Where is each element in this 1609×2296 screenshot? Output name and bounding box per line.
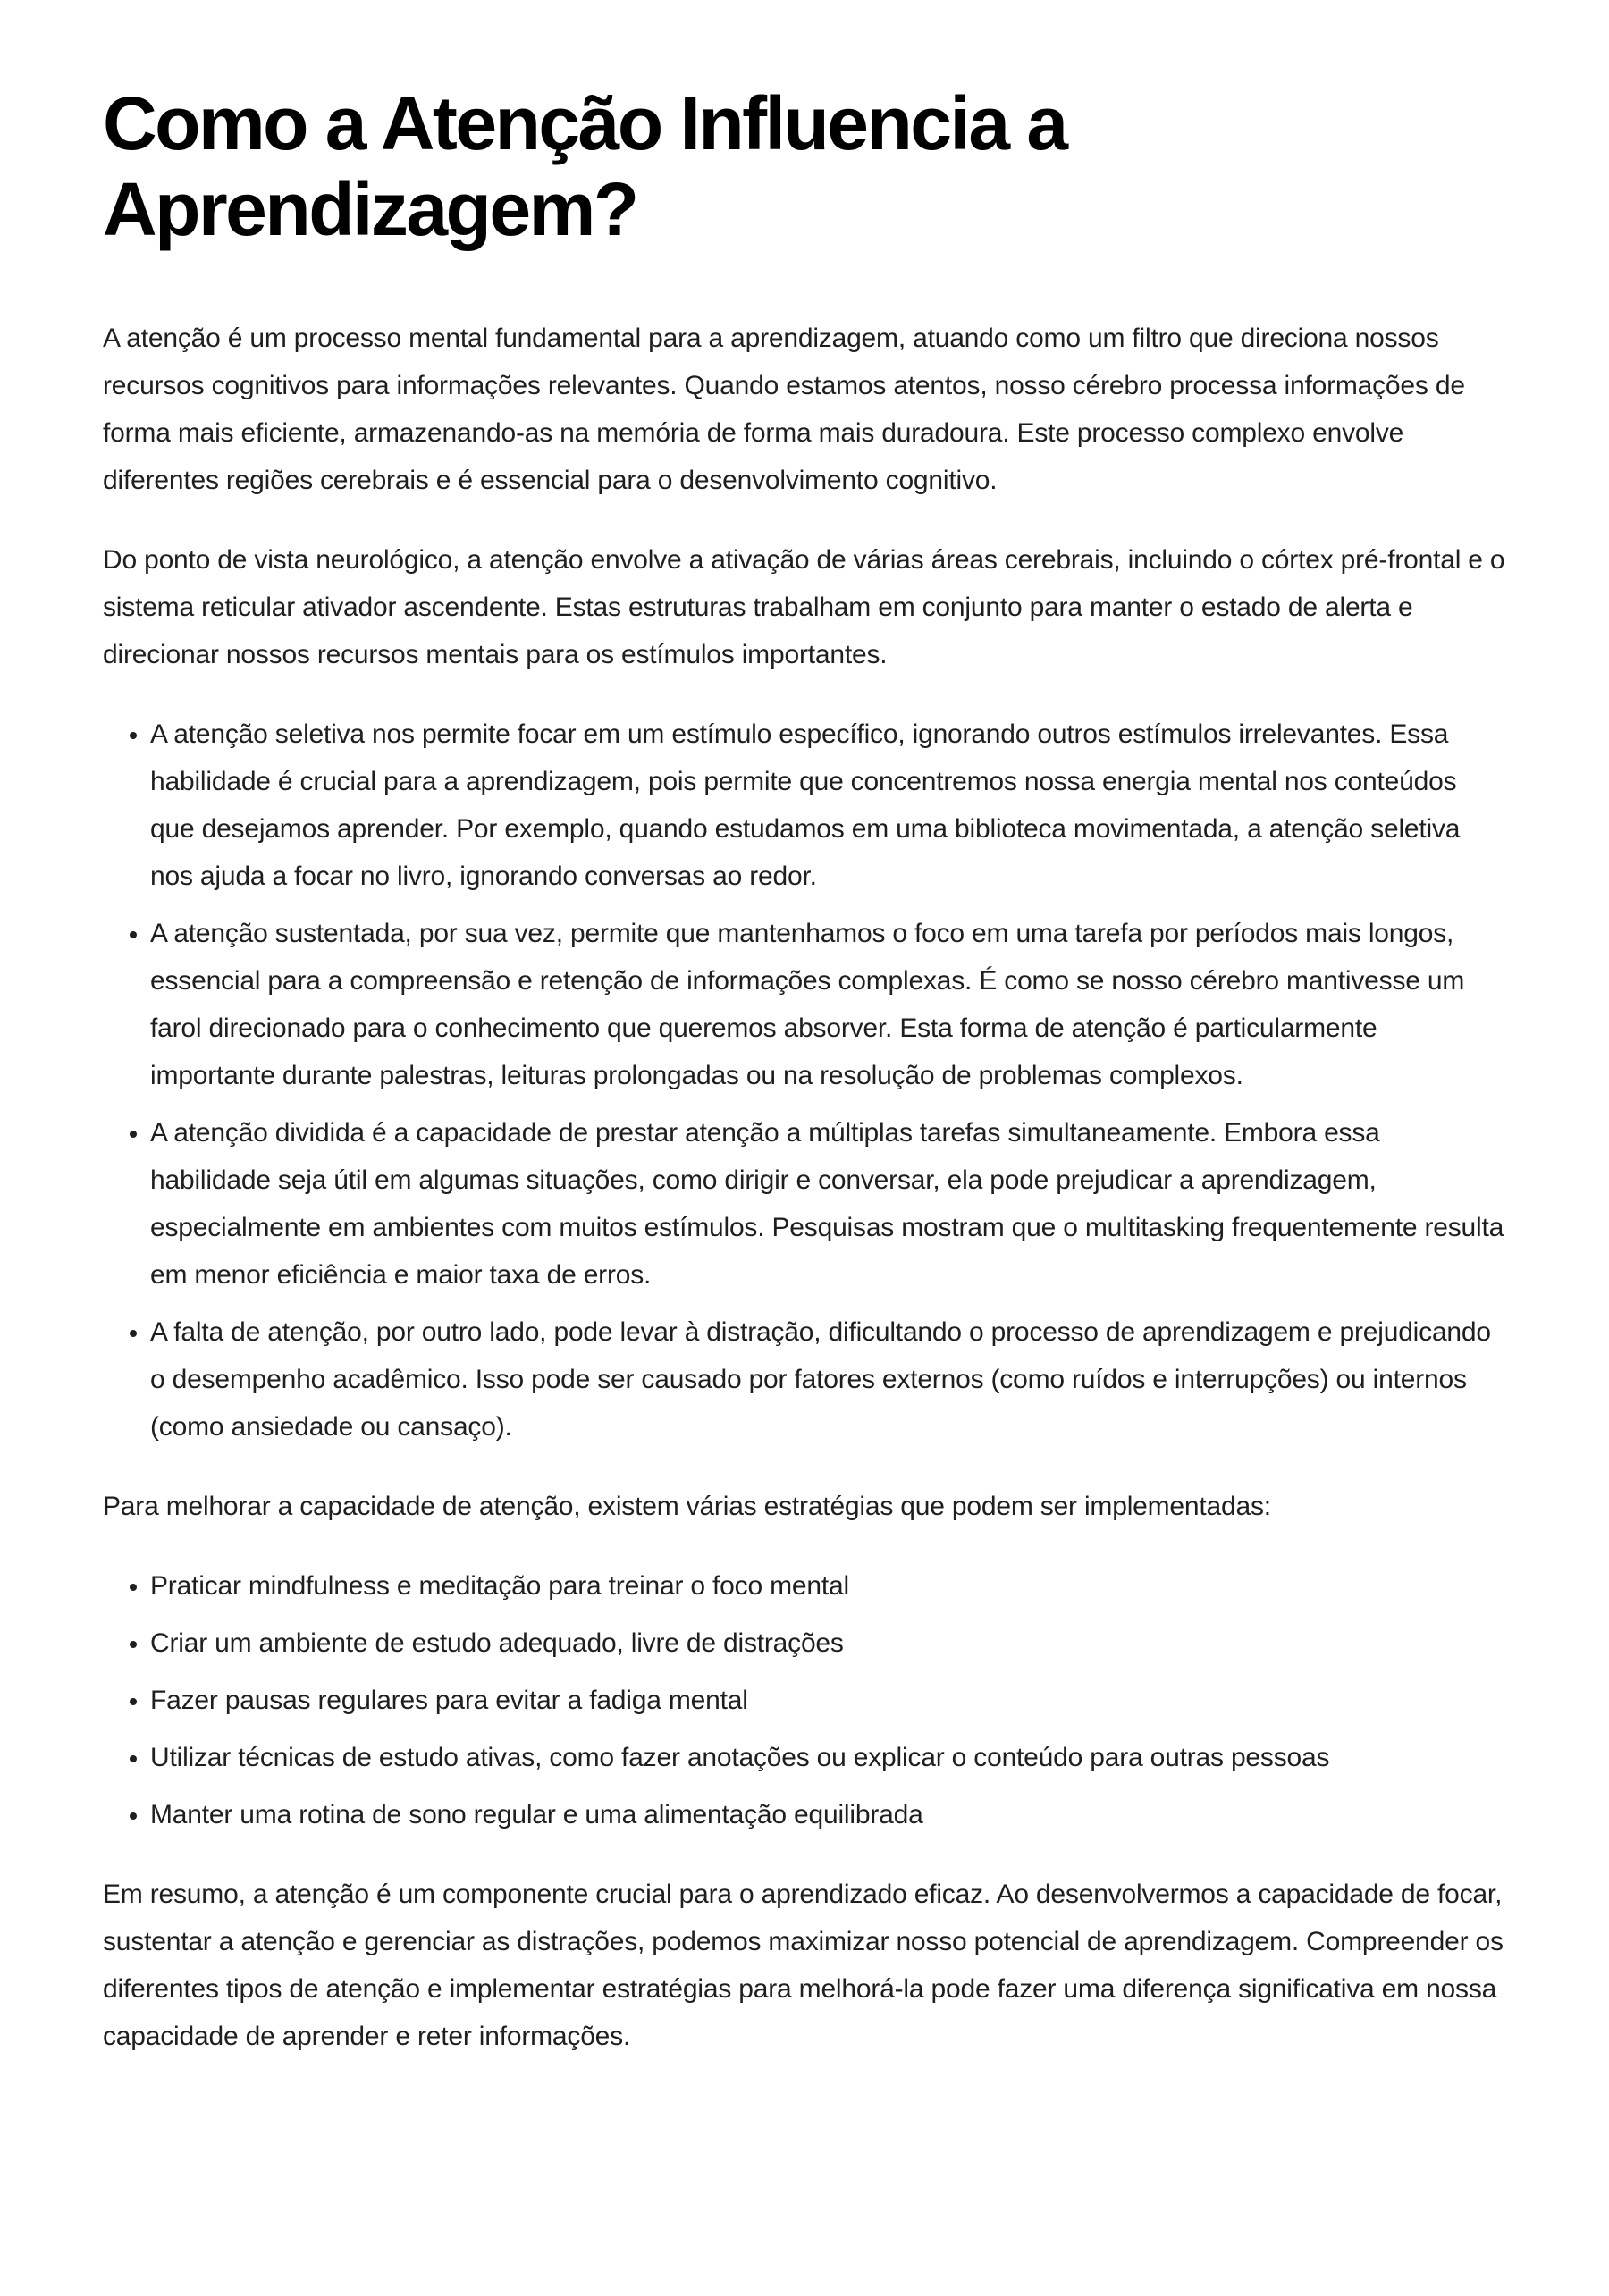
list-item: • A atenção dividida é a capacidade de prestar atenção a múltiplas tarefas simultaneamente. Embora essa habilidade seja útil em algumas situações, como dirigir e conversar, ela pode prejudicar a aprendizagem, especialmente em ambientes com muitos estímulos. Pesquisas mostram que o multitasking frequentemente resulta em menor eficiência e maior taxa de erros.	[150, 1109, 1506, 1299]
list-item: • Fazer pausas regulares para evitar a fadiga mental	[150, 1677, 1506, 1724]
attention-types-list	[103, 711, 1506, 1451]
list-item: • Utilizar técnicas de estudo ativas, como fazer anotações ou explicar o conteúdo para outras pessoas	[150, 1734, 1506, 1781]
summary-paragraph: Em resumo, a atenção é um componente crucial para o aprendizado eficaz. Ao desenvolvermos a capacidade de focar, sustentar a atenção e gerenciar as distrações, podemos maximizar nosso potencial de aprendizagem. Compreender os diferentes tipos de atenção e implementar estratégias para melhorá-la pode fazer uma diferença significativa em nossa capacidade de aprender e reter informações.	[103, 1880, 1504, 2051]
list-item: • Praticar mindfulness e meditação para treinar o foco mental	[150, 1562, 1506, 1610]
list-item: • Criar um ambiente de estudo adequado, livre de distrações	[150, 1619, 1506, 1667]
intro-paragraph: A atenção é um processo mental fundamental para a aprendizagem, atuando como um filtro que direciona nossos recursos cognitivos para informações relevantes. Quando estamos atentos, nosso cérebro processa informações de forma mais eficiente, armazenando-as na memória de forma mais duradoura. Este processo complexo envolve diferentes regiões cerebrais e é essencial para o desenvolvimento cognitivo.	[103, 324, 1465, 495]
strategies-intro-paragraph: Para melhorar a capacidade de atenção, existem várias estratégias que podem ser implementadas:	[103, 1492, 1271, 1521]
list-item: • A atenção sustentada, por sua vez, permite que mantenhamos o foco em uma tarefa por períodos mais longos, essencial para a compreensão e retenção de informações complexas. É como se nosso cérebro mantivesse um farol direcionado para o conhecimento que queremos absorver. Esta forma de atenção é particularmente importante durante palestras, leituras prolongadas ou na resolução de problemas complexos.	[150, 910, 1506, 1099]
list-item: • A falta de atenção, por outro lado, pode levar à distração, dificultando o processo de aprendizagem e prejudicando o desempenho acadêmico. Isso pode ser causado por fatores externos (como ruídos e interrupções) ou internos (como ansiedade ou cansaço).	[150, 1308, 1506, 1451]
page-title: Como a Atenção Influencia a Aprendizagem?	[103, 81, 1066, 251]
list-item: • Manter uma rotina de sono regular e uma alimentação equilibrada	[150, 1791, 1506, 1838]
strategies-list	[103, 1562, 1506, 1838]
list-item: • A atenção seletiva nos permite focar em um estímulo específico, ignorando outros estímulos irrelevantes. Essa habilidade é crucial para a aprendizagem, pois permite que concentremos nossa energia mental nos conteúdos que desejamos aprender. Por exemplo, quando estudamos em uma biblioteca movimentada, a atenção seletiva nos ajuda a focar no livro, ignorando conversas ao redor.	[150, 711, 1506, 900]
neurology-paragraph: Do ponto de vista neurológico, a atenção envolve a ativação de várias áreas cerebrais, incluindo o córtex pré-frontal e o sistema reticular ativador ascendente. Estas estruturas trabalham em conjunto para manter o estado de alerta e direcionar nossos recursos mentais para os estímulos importantes.	[103, 545, 1505, 669]
